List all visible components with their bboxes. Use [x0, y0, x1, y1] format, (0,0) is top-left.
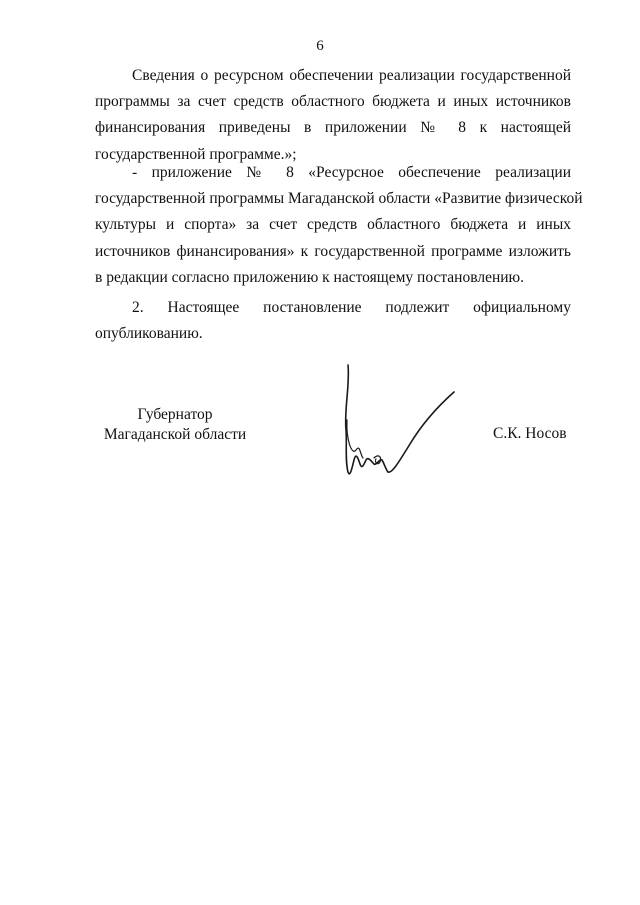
- position-line: Губернатор: [137, 406, 213, 423]
- text-line: государственной программе.»;: [95, 145, 297, 163]
- signatory-position: [95, 405, 255, 445]
- signatory-name: С.К. Носов: [493, 425, 567, 442]
- paragraph-resource-info: [95, 63, 571, 168]
- text-line: Сведения о ресурсном обеспечении реализации государственной: [132, 67, 571, 84]
- text-line: финансирования приведены в приложении № 8 к настоящей: [95, 119, 571, 137]
- handwritten-signature: [330, 360, 470, 490]
- paragraph-appendix-8: [95, 160, 583, 291]
- page-number: 6: [316, 38, 324, 54]
- text-line: культуры и спорта» за счет средств областного бюджета и иных: [95, 216, 571, 234]
- text-line: источников финансирования» к государственной программе изложить: [95, 242, 571, 260]
- text-line: опубликованию.: [95, 325, 203, 343]
- text-line: - приложение № 8 «Ресурсное обеспечение реализации: [132, 164, 571, 181]
- text-line: государственной программы Магаданской области «Развитие физической: [95, 190, 583, 208]
- text-line: в редакции согласно приложению к настоящему постановлению.: [95, 268, 524, 286]
- text-line: 2. Настоящее постановление подлежит официальному: [132, 299, 571, 316]
- position-line: Магаданской области: [103, 426, 247, 443]
- signature-block: [0, 405, 640, 495]
- text-line: программы за счет средств областного бюджета и иных источников: [95, 93, 571, 111]
- paragraph-publication: [95, 295, 571, 347]
